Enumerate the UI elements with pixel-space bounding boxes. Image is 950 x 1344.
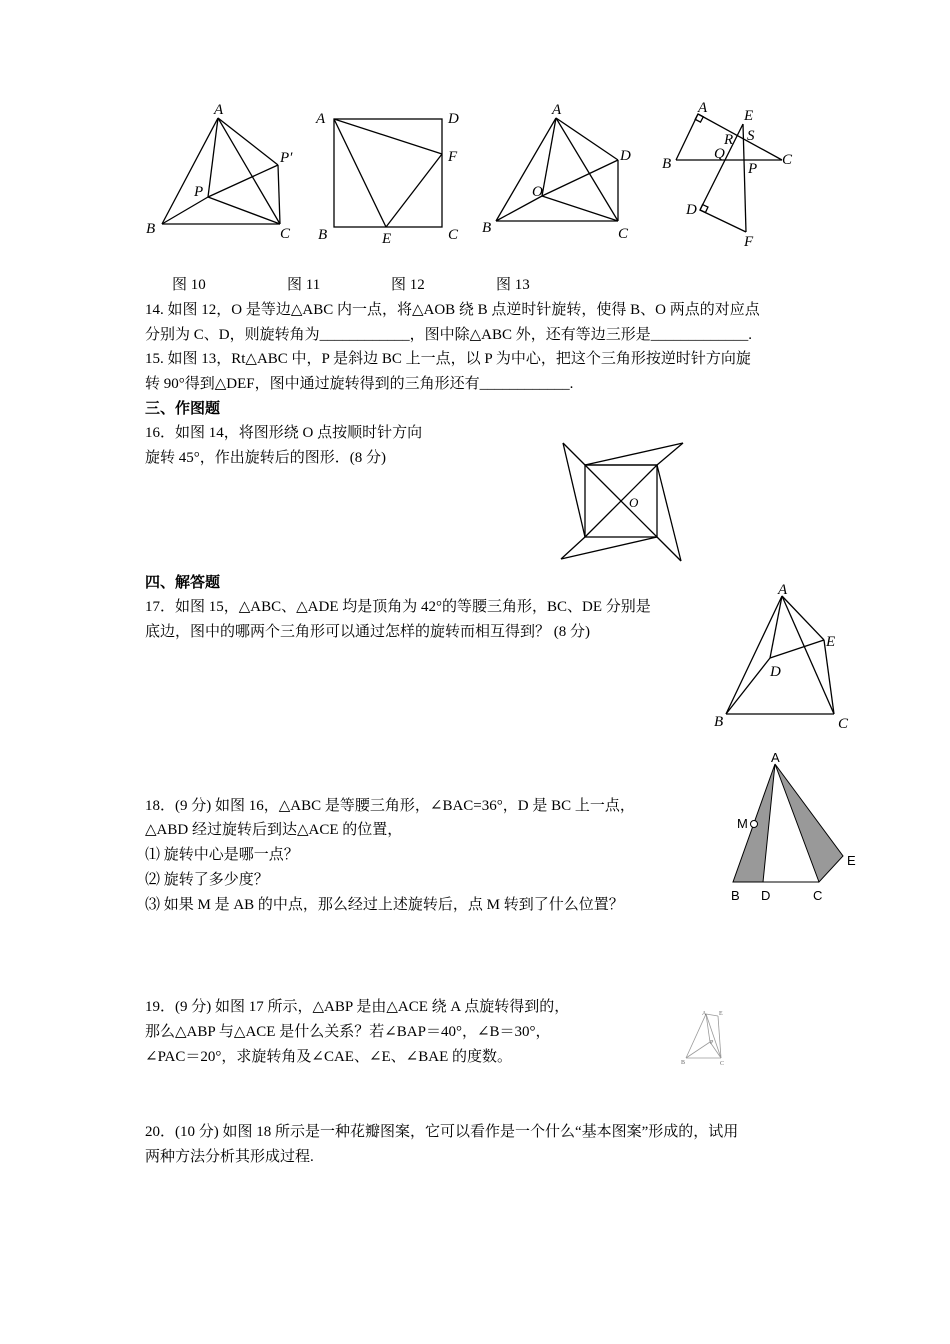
section-heading-4: 四、解答题 bbox=[145, 575, 221, 591]
fig13-label-d: D bbox=[686, 202, 697, 218]
q15-line-1: 15. 如图 13，Rt△ABC 中，P 是斜边 BC 上一点，以 P 为中心，把这个三角形按逆时针方向旋 bbox=[145, 351, 751, 367]
fig13-label-a: A bbox=[698, 100, 708, 116]
fig13-label-p: P bbox=[748, 161, 758, 177]
fig14-label-o: O bbox=[629, 495, 639, 510]
fig17-label-b: B bbox=[681, 1060, 686, 1066]
figure-17 bbox=[678, 1008, 738, 1068]
q19-line-1: 19．(9 分) 如图 17 所示，△ABP 是由△ACE 绕 A 点旋转得到的， bbox=[145, 999, 570, 1015]
fig11-label-f: F bbox=[448, 149, 458, 165]
fig10-label-p: P bbox=[194, 184, 204, 200]
fig17-label-e: E bbox=[719, 1011, 723, 1017]
caption-fig12: 图 12 bbox=[391, 277, 425, 293]
q17-line-1: 17．如图 15，△ABC、△ADE 均是顶角为 42°的等腰三角形，BC、DE 分别是 bbox=[145, 599, 651, 615]
q20-line-2: 两种方法分析其形成过程. bbox=[145, 1149, 314, 1165]
q19-line-2: 那么△ABP 与△ACE 是什么关系？若∠BAP＝40°，∠B＝30°， bbox=[145, 1024, 551, 1040]
fig10-label-b: B bbox=[146, 221, 156, 237]
q20-line-1: 20．(10 分) 如图 18 所示是一种花瓣图案，它可以看作是一个什么“基本图案”形成的，试用 bbox=[145, 1124, 739, 1140]
figure-15 bbox=[710, 580, 855, 735]
fig13-label-r: R bbox=[724, 132, 734, 148]
fig15-label-c: C bbox=[838, 716, 849, 732]
fig12-label-a: A bbox=[552, 102, 562, 118]
fig17-label-c: C bbox=[720, 1061, 725, 1067]
fig16-label-a: A bbox=[771, 750, 780, 765]
figure-14 bbox=[555, 435, 690, 565]
fig16-label-d: D bbox=[761, 888, 771, 903]
q18-sub-2: ⑵ 旋转了多少度？ bbox=[145, 872, 269, 888]
q18-sub-1: ⑴ 旋转中心是哪一点？ bbox=[145, 847, 299, 863]
q16-line-2: 旋转 45°，作出旋转后的图形．(8 分) bbox=[145, 450, 386, 466]
fig13-label-f: F bbox=[744, 234, 754, 250]
figure-16 bbox=[725, 750, 865, 905]
fig11-label-b: B bbox=[318, 227, 328, 243]
fig10-label-a: A bbox=[214, 102, 224, 118]
fig15-label-e: E bbox=[826, 634, 836, 650]
fig15-label-a: A bbox=[778, 582, 788, 598]
q14-line-1: 14. 如图 12，O 是等边△ABC 内一点，将△AOB 绕 B 点逆时针旋转，使得 B、O 两点的对应点 bbox=[145, 302, 760, 318]
figure-12 bbox=[480, 100, 640, 245]
fig15-label-b: B bbox=[714, 714, 724, 730]
fig11-label-e: E bbox=[382, 231, 392, 247]
fig17-label-a: A bbox=[702, 1011, 707, 1017]
fig17-label-p: P bbox=[710, 1040, 714, 1046]
q18-line-2: △ABD 经过旋转后到达△ACE 的位置， bbox=[145, 822, 403, 838]
fig13-label-c: C bbox=[782, 152, 793, 168]
fig11-label-a: A bbox=[316, 111, 326, 127]
fig16-label-m: M bbox=[737, 816, 748, 831]
fig11-label-c: C bbox=[448, 227, 459, 243]
caption-fig11: 图 11 bbox=[287, 277, 321, 293]
section-heading-3: 三、作图题 bbox=[145, 401, 221, 417]
fig10-label-c: C bbox=[280, 226, 291, 242]
q15-line-2: 转 90°得到△DEF，图中通过旋转得到的三角形还有____________. bbox=[145, 376, 574, 392]
caption-fig13: 图 13 bbox=[496, 277, 530, 293]
figure-11 bbox=[312, 105, 467, 245]
figure-10 bbox=[140, 100, 310, 245]
figure-13 bbox=[660, 98, 810, 250]
q14-line-2: 分别为 C、D，则旋转角为____________，图中除△ABC 外，还有等边三形是_____________. bbox=[145, 327, 752, 343]
fig15-label-d: D bbox=[770, 664, 781, 680]
q19-line-3: ∠PAC＝20°，求旋转角及∠CAE、∠E、∠BAE 的度数。 bbox=[145, 1049, 512, 1065]
fig12-label-c: C bbox=[618, 226, 629, 242]
fig12-label-d: D bbox=[620, 148, 631, 164]
fig16-label-c: C bbox=[813, 888, 823, 903]
fig13-label-b: B bbox=[662, 156, 672, 172]
fig13-label-q: Q bbox=[714, 146, 725, 162]
q18-sub-3: ⑶ 如果 M 是 AB 的中点，那么经过上述旋转后，点 M 转到了什么位置？ bbox=[145, 897, 624, 913]
fig13-label-e: E bbox=[744, 108, 754, 124]
fig12-label-o: O bbox=[532, 184, 543, 200]
fig16-label-b: B bbox=[731, 888, 740, 903]
fig12-label-b: B bbox=[482, 220, 492, 236]
q17-line-2: 底边，图中的哪两个三角形可以通过怎样的旋转而相互得到？ (8 分) bbox=[145, 624, 590, 640]
caption-fig10: 图 10 bbox=[172, 277, 206, 293]
q18-line-1: 18．(9 分) 如图 16，△ABC 是等腰三角形，∠BAC=36°，D 是 BC 上一点， bbox=[145, 798, 635, 814]
fig13-label-s: S bbox=[747, 128, 755, 144]
fig11-label-d: D bbox=[448, 111, 459, 127]
fig16-label-e: E bbox=[847, 853, 856, 868]
fig10-label-p-prime: P′ bbox=[280, 150, 293, 166]
q16-line-1: 16．如图 14，将图形绕 O 点按顺时针方向 bbox=[145, 425, 423, 441]
